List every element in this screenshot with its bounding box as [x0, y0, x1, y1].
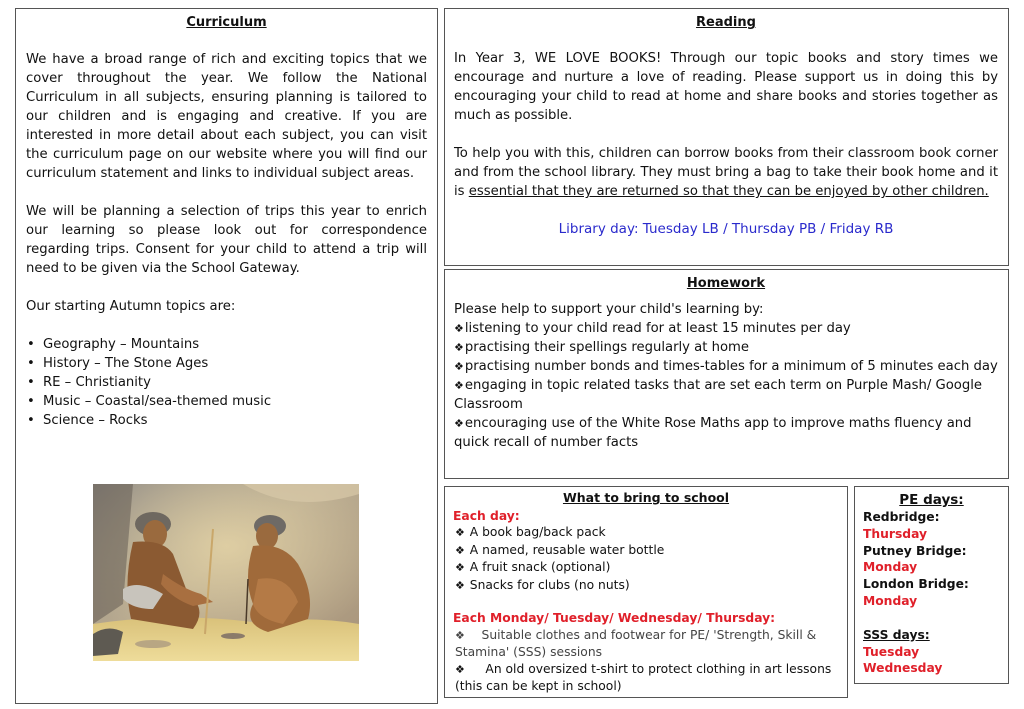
homework-item: ❖practising their spellings regularly at home [454, 340, 749, 355]
homework-item: ❖listening to your child read for at least 15 minutes per day [454, 321, 851, 336]
bring-item: ❖ A fruit snack (optional) [453, 559, 839, 577]
bring-item: ❖ An old oversized t-shirt to protect clothing in art lessons (this can be kept in school) [455, 661, 832, 693]
bring-title: What to bring to school [562, 490, 730, 505]
pe-class-name: Putney Bridge: [863, 543, 967, 558]
sss-day: Tuesday [863, 644, 920, 659]
homework-item: ❖engaging in topic related tasks that are set each term on Purple Mash/ Google Classroom [454, 378, 982, 412]
curriculum-title: Curriculum [186, 15, 267, 30]
curriculum-panel [15, 8, 438, 704]
pe-class-day: Monday [863, 560, 918, 575]
bring-item: ❖ A book bag/back pack [453, 524, 839, 542]
reading-borrow-paragraph [454, 144, 998, 201]
reading-panel [444, 8, 1009, 266]
bring-item: ❖ Suitable clothes and footwear for PE/ 'Strength, Skill & Stamina' (SSS) sessions [455, 627, 817, 659]
stone-age-photo [93, 484, 359, 661]
diamond-bullet-icon: ❖ [455, 578, 465, 592]
pe-class-day: Monday [863, 593, 918, 608]
pe-class-name: London Bridge: [863, 577, 969, 592]
reading-intro-paragraph: In Year 3, WE LOVE BOOKS! Through our topic books and story times we encourage and nurture a love of reading. Please support us in doing this by encouraging your child to read at home and share books and stories together as much as possible. [454, 51, 998, 123]
diamond-bullet-icon: ❖ [454, 360, 464, 373]
homework-title: Homework [686, 276, 766, 291]
sss-days-title: SSS days: [863, 627, 930, 642]
reading-title: Reading [696, 15, 756, 30]
diamond-bullet-icon: ❖ [454, 417, 464, 430]
topic-item: • Science – Rocks [26, 411, 427, 430]
bring-item: ❖ A named, reusable water bottle [453, 542, 839, 560]
sss-day: Wednesday [863, 661, 943, 676]
topic-item: • RE – Christianity [26, 373, 427, 392]
diamond-bullet-icon: ❖ [455, 526, 465, 539]
what-to-bring-panel [444, 486, 848, 698]
bring-item: ❖ Snacks for clubs (no nuts) [453, 577, 839, 595]
curriculum-intro-paragraph: We have a broad range of rich and exciting topics that we cover throughout the year. We follow the National Curriculum in all subjects, ensuring planning is tailored to our children and is engaging and creative. If you are interested in more detail about each subject, you can visit the curriculum page on our website where you will find our curriculum statement and links to individual subject areas. [26, 52, 427, 181]
each-day-label: Each day: [453, 508, 520, 523]
diamond-bullet-icon: ❖ [454, 379, 464, 392]
topics-intro: Our starting Autumn topics are: [26, 299, 236, 314]
topics-list [26, 335, 427, 430]
diamond-bullet-icon: ❖ [455, 543, 465, 557]
library-day: Library day: Tuesday LB / Thursday PB / Friday RB [558, 221, 894, 237]
reading-borrow-text: To help you with this, children can borrow books from their classroom book corner and from the school library. They must bring a bag to take their book home and it is [454, 146, 998, 199]
curriculum-trips-paragraph: We will be planning a selection of trips this year to enrich our learning so please look out for correspondence regarding trips. Consent for your child to attend a trip will need to be given via the School Gateway. [26, 204, 427, 276]
pe-days-panel [854, 486, 1009, 684]
diamond-bullet-icon: ❖ [454, 341, 464, 354]
homework-item: ❖practising number bonds and times-tables for a minimum of 5 minutes each day [454, 359, 998, 374]
homework-panel [444, 269, 1009, 479]
diamond-bullet-icon: ❖ [455, 662, 465, 676]
diamond-bullet-icon: ❖ [455, 561, 465, 574]
diamond-bullet-icon: ❖ [454, 322, 464, 335]
reading-return-notice: essential that they are returned so that they can be enjoyed by other children. [468, 184, 989, 199]
topic-item: • Geography – Mountains [26, 335, 427, 354]
pe-class-day: Thursday [863, 526, 928, 541]
weekday-label: Each Monday/ Tuesday/ Wednesday/ Thursday: [453, 611, 776, 625]
homework-intro: Please help to support your child's learning by: [454, 302, 764, 317]
topic-item: • History – The Stone Ages [26, 354, 427, 373]
homework-item: ❖encouraging use of the White Rose Maths app to improve maths fluency and quick recall of number facts [454, 416, 972, 450]
topic-item: • Music – Coastal/sea-themed music [26, 392, 427, 411]
pe-days-title: PE days: [899, 492, 964, 508]
pe-class-name: Redbridge: [863, 510, 940, 524]
diamond-bullet-icon: ❖ [455, 628, 465, 642]
